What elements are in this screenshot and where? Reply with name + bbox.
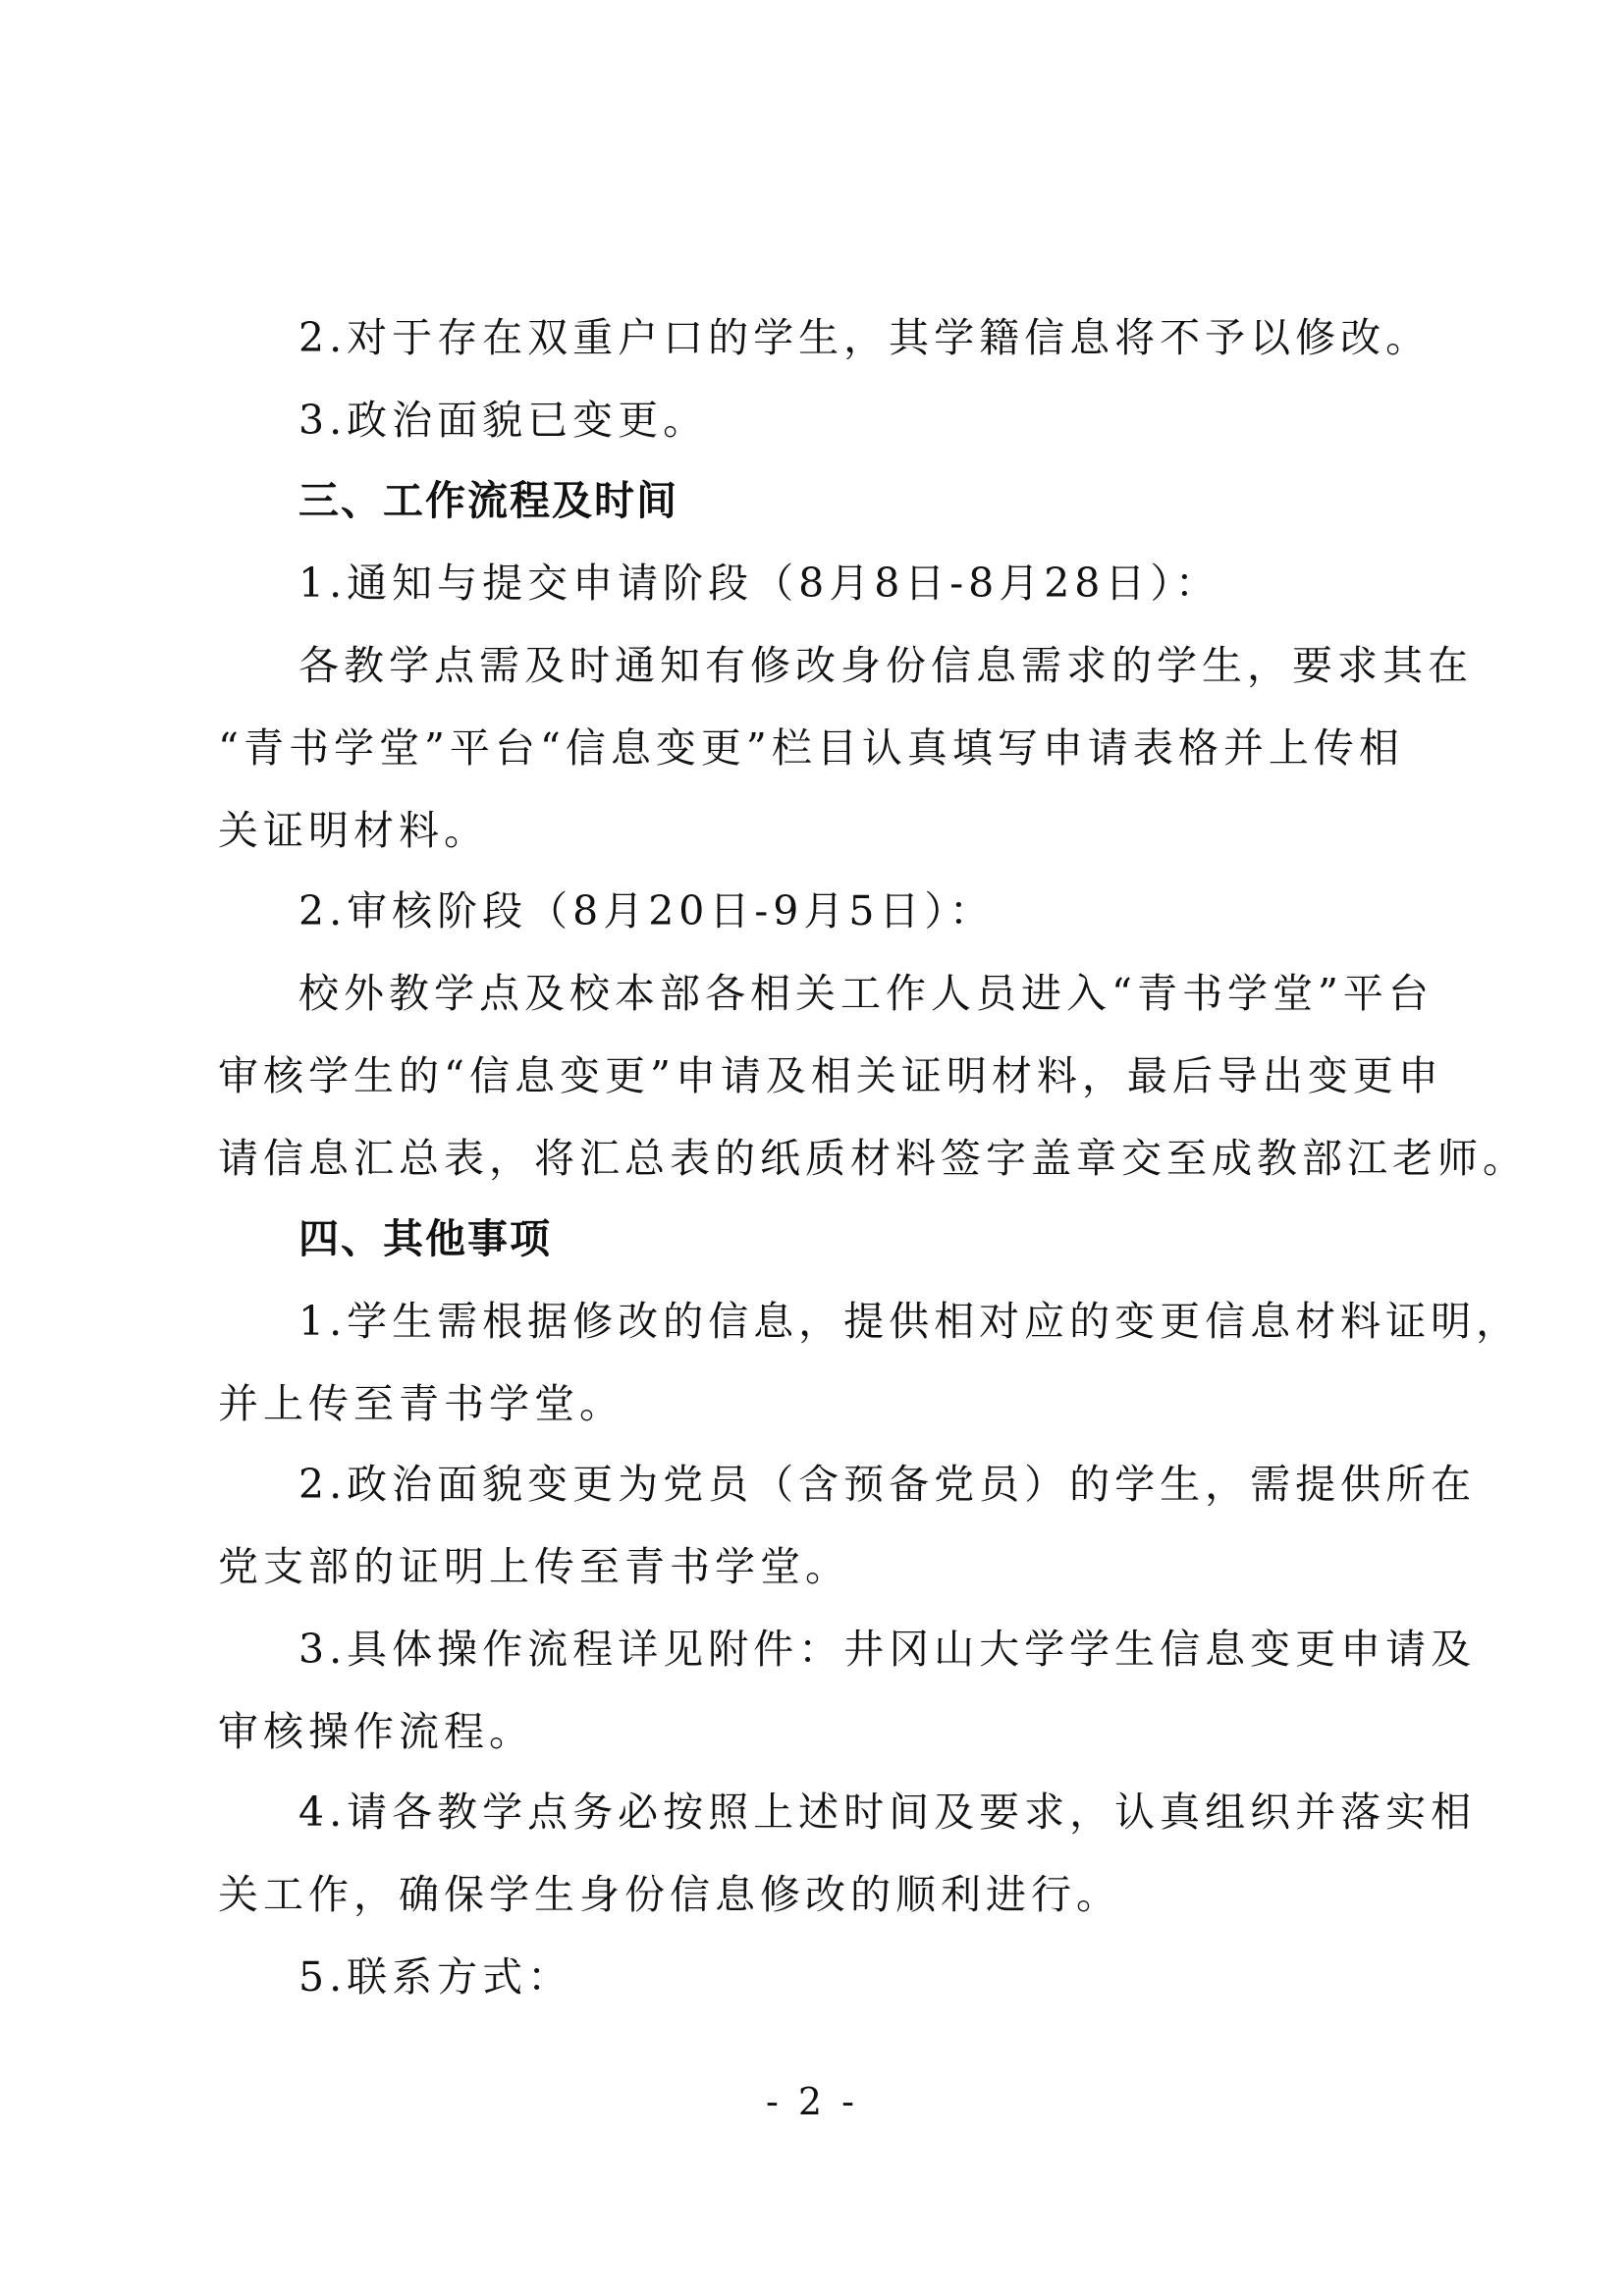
paragraph-line-6: 关证明材料。	[218, 807, 489, 854]
paragraph-line-18: 关工作，确保学生身份信息修改的顺利进行。	[218, 1871, 1121, 1918]
paragraph-line-19: 5.联系方式：	[298, 1953, 573, 2001]
paragraph-line-12: 并上传至青书学堂。	[218, 1380, 624, 1427]
paragraph-line-9: 审核学生的“信息变更”申请及相关证明材料，最后导出变更申	[218, 1052, 1443, 1099]
page-number: - 2 -	[765, 2080, 858, 2123]
paragraph-line-3: 1.通知与提交申请阶段（8月8日-8月28日）：	[298, 560, 1220, 607]
paragraph-line-4: 各教学点需及时通知有修改身份信息需求的学生，要求其在	[298, 642, 1473, 689]
paragraph-line-13: 2.政治面貌变更为党员（含预备党员）的学生，需提供所在	[298, 1461, 1477, 1508]
paragraph-line-14: 党支部的证明上传至青书学堂。	[218, 1543, 850, 1590]
paragraph-line-5: “青书学堂”平台“信息变更”栏目认真填写申请表格并上传相	[218, 724, 1404, 772]
paragraph-line-2: 3.政治面貌已变更。	[298, 397, 709, 444]
paragraph-line-10: 请信息汇总表，将汇总表的纸质材料签字盖章交至成教部江老师。	[218, 1135, 1528, 1182]
paragraph-line-15: 3.具体操作流程详见附件：井冈山大学学生信息变更申请及	[298, 1626, 1477, 1673]
section-heading-workflow: 三、工作流程及时间	[298, 477, 678, 524]
section-heading-other: 四、其他事项	[298, 1215, 552, 1262]
paragraph-line-17: 4.请各教学点务必按照上述时间及要求，认真组织并落实相	[298, 1789, 1477, 1836]
paragraph-line-16: 审核操作流程。	[218, 1708, 534, 1755]
paragraph-line-11: 1.学生需根据修改的信息，提供相对应的变更信息材料证明，	[298, 1298, 1522, 1345]
paragraph-line-1: 2.对于存在双重户口的学生，其学籍信息将不予以修改。	[298, 314, 1432, 361]
paragraph-line-8: 校外教学点及校本部各相关工作人员进入“青书学堂”平台	[298, 970, 1434, 1017]
paragraph-line-7: 2.审核阶段（8月20日-9月5日）：	[298, 887, 995, 934]
